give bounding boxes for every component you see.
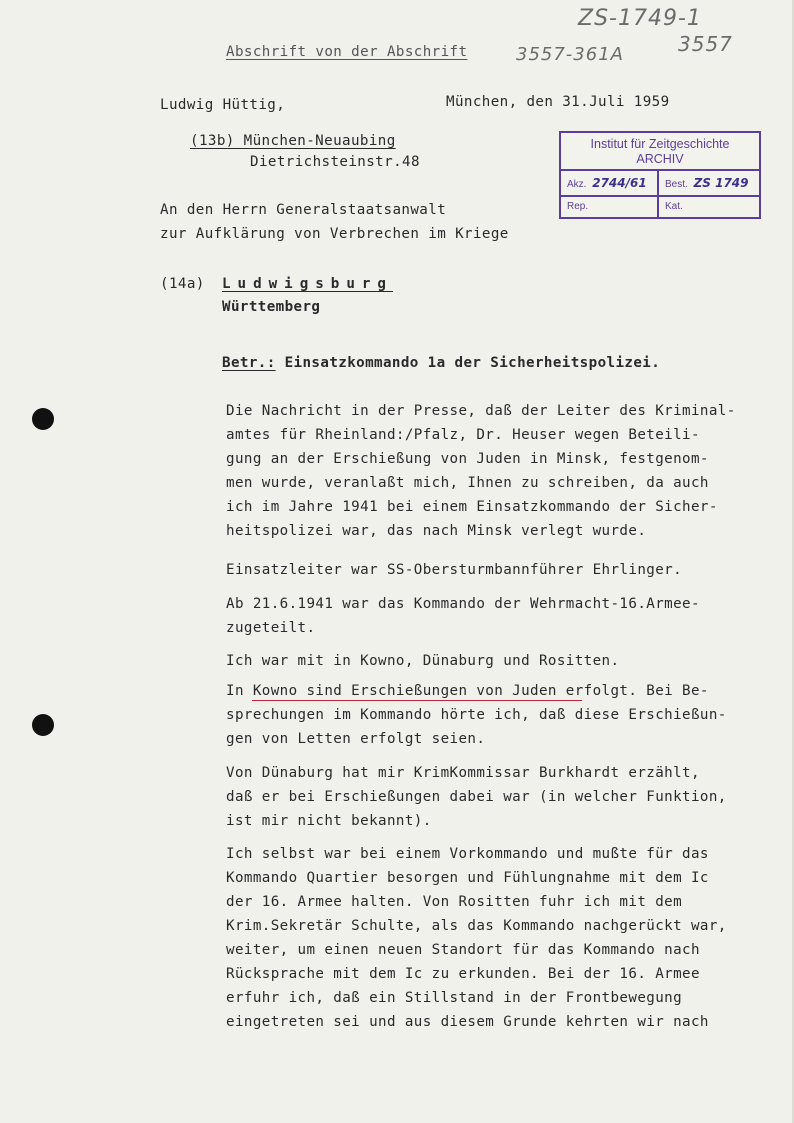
stamp-kat-cell: Kat. [665, 201, 683, 212]
p7-line-5: weiter, um einen neuen Standort für das Kommando nach [226, 942, 700, 958]
red-underline-mark [252, 700, 582, 701]
subject-label: Betr.: [222, 355, 276, 371]
stamp-row-akz [561, 171, 759, 197]
p7-line-8: eingetreten sei und aus diesem Grunde kehrten wir nach [226, 1014, 709, 1030]
stamp-heading [561, 133, 759, 171]
recipient-region: Württemberg [222, 299, 321, 315]
stamp-best-label: Best. [665, 179, 688, 190]
stamp-rep-cell: Rep. [561, 195, 659, 219]
punch-hole-top [32, 408, 54, 430]
subject-text: Einsatzkommando 1a der Sicherheitspolizei. [284, 355, 661, 371]
p1-line-2: amtes für Rheinland:/Pfalz, Dr. Heuser wegen Beteili- [226, 427, 700, 443]
copy-note: Abschrift von der Abschrift [226, 44, 468, 60]
place-date: München, den 31.Juli 1959 [446, 94, 670, 110]
p5-line-3: gen von Letten erfolgt seien. [226, 731, 486, 747]
sender-street: Dietrichsteinstr.48 [250, 154, 420, 170]
stamp-best-cell [659, 171, 759, 195]
archive-number-header: 3557-361A [516, 44, 624, 65]
recipient-city-code: (14a) [160, 276, 205, 292]
p7-line-6: Rücksprache mit dem Ic zu erkunden. Bei der 16. Armee [226, 966, 700, 982]
p1-line-3: gung an der Erschießung von Juden in Minsk, festgenom- [226, 451, 709, 467]
archive-stamp [559, 131, 761, 219]
p1-line-1: Die Nachricht in der Presse, daß der Leiter des Kriminal- [226, 403, 736, 419]
p7-line-7: erfuhr ich, daß ein Stillstand in der Frontbewegung [226, 990, 683, 1006]
punch-hole-bottom [32, 714, 54, 736]
p7-line-1: Ich selbst war bei einem Vorkommando und mußte für das [226, 846, 709, 862]
stamp-institute: Institut für Zeitgeschichte [590, 137, 730, 151]
recipient-line-2: zur Aufklärung von Verbrechen im Kriege [160, 226, 509, 242]
p1-line-6: heitspolizei war, das nach Minsk verlegt wurde. [226, 523, 647, 539]
recipient-line-1: An den Herrn Generalstaatsanwalt [160, 202, 447, 218]
stamp-best-value: ZS 1749 [693, 176, 749, 190]
stamp-akz-label: Akz. [567, 179, 587, 190]
p2-line: Einsatzleiter war SS-Obersturmbannführer Ehrlinger. [226, 562, 683, 578]
p3-line-1: Ab 21.6.1941 war das Kommando der Wehrmacht-16.Armee- [226, 596, 700, 612]
stamp-archive: ARCHIV [636, 152, 684, 166]
p6-line-3: ist mir nicht bekannt). [226, 813, 432, 829]
p7-line-2: Kommando Quartier besorgen und Fühlungnahme mit dem Ic [226, 870, 709, 886]
p5-line-2: sprechungen im Kommando hörte ich, daß diese Erschießun- [226, 707, 727, 723]
p5-line-1: In Kowno sind Erschießungen von Juden erfolgt. Bei Be- [226, 683, 709, 699]
p6-line-1: Von Dünaburg hat mir KrimKommissar Burkhardt erzählt, [226, 765, 700, 781]
sender-city-text: (13b) München-Neuaubing [190, 133, 396, 149]
subject-line [222, 356, 660, 370]
stamp-akz-cell [561, 171, 659, 195]
sender-city [190, 134, 396, 148]
p6-line-2: daß er bei Erschießungen dabei war (in welcher Funktion, [226, 789, 727, 805]
recipient-city: Ludwigsburg [222, 276, 393, 292]
p3-line-2: zugeteilt. [226, 620, 316, 636]
stamp-row-rep [561, 195, 759, 219]
stamp-akz-value: 2744/61 [592, 176, 647, 190]
sender-name: Ludwig Hüttig, [160, 97, 286, 113]
p7-line-3: der 16. Armee halten. Von Rositten fuhr ich mit dem [226, 894, 683, 910]
archive-number-top: ZS-1749-1 [578, 6, 702, 31]
p4-line: Ich war mit in Kowno, Dünaburg und Rositten. [226, 653, 620, 669]
p1-line-4: men wurde, veranlaßt mich, Ihnen zu schreiben, da auch [226, 475, 709, 491]
p7-line-4: Krim.Sekretär Schulte, als das Kommando nachgerückt war, [226, 918, 727, 934]
p1-line-5: ich im Jahre 1941 bei einem Einsatzkommando der Sicher- [226, 499, 718, 515]
archive-number-side: 3557 [678, 32, 733, 56]
